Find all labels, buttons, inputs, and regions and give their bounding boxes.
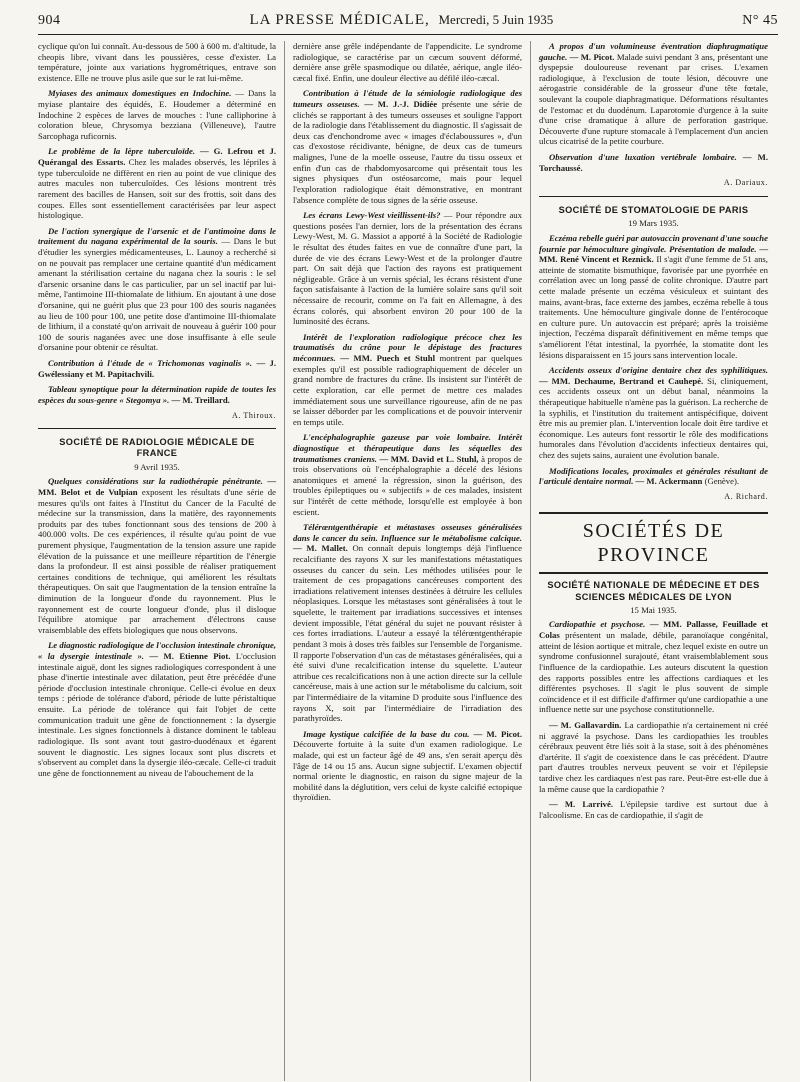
article-title: Le problème de la lèpre tuberculoïde. [48, 146, 196, 157]
article-title: A propos d'un volumineuse éventration diaphragmatique gauche. [539, 41, 768, 62]
article-body: (Genève). [702, 476, 740, 487]
issue-number: N° 45 [742, 13, 778, 28]
article [293, 729, 522, 803]
article [539, 41, 768, 147]
session-date: 19 Mars 1935. [628, 218, 679, 229]
article-authors: — M. Larrivé. [549, 799, 614, 810]
intro-text: dernière anse grêle indépendante de l'appendicite. Le syndrome radiologique, se caractérise par un cæcum souvent déformé, dernière anse grêle spasmodique ou dilatée, aérique, angle iléo-cæcal fixé. Enfin, une douleur élective au défilé iléo-cæcal. [293, 41, 522, 83]
article-body: On connaît depuis longtemps déjà l'influence recalcifiante des rayons X sur les manifestations métastatiques osseuses du cancer du sein. Les méthodes utilisées pour le traitement de ces propagations cancéreuses comportent des irradiations relativement intenses destinées à détruire les cellules néoplasiques. Lorsque les métastases sont généralisées à tout le squelette, le traitement par irradiations successives et intenses devient impossible, l'état général du sujet ne pouvant résister à ces fortes irradiations. L'auteur a essayé la télérœntgenthérapie pendant 3 mois à doses très faibles sur l'ensemble de l'organisme. Il rapporte l'observation d'un cas de métastases généralisées, qui a été suivi d'une recalcification intense du squelette. L'auteur attribue ces recalcifications non à une action directe sur la cellule cancéreuse, mais à une action sur le métabolisme du calcium, soit par l'intermédiaire de la vitamine D produite sous l'influence des rayons X, soit par l'intermédiaire de l'irradiation des parathyroïdes. [293, 543, 522, 724]
article [293, 332, 522, 427]
intro-text: cyclique qu'on lui connaît. Au-dessous de 500 à 600 m. d'altitude, la cheopis libre, vivant dans les poussières, cesse d'exister. La température, jointe aux variations hygrométriques, entrave son existence. Elle ne trouve plus asile que sur le rat lui-même. [38, 41, 276, 83]
article-title: Télérœntgenthérapie et métastases osseuses généralisées dans le cancer du sein. Influence sur le métabolisme calcique. [293, 522, 522, 543]
article-title: De l'action synergique de l'arsenic et de l'antimoine dans le traitement du nagana expérimental de la souris. [38, 225, 276, 247]
article-body: Découverte fortuite à la suite d'un examen radiologique. Le malade, qui est un facteur âgé de 49 ans, s'en serait aperçu dès l'âge de 14 ou 15 ans. Aucun signe subjectif. L'examen objectif normal oriente le diagnostic, en raison du signe majeur de la mobilité dans la déglutition, vers celui de kyste calcifié ectopique thyroïdien. [293, 739, 522, 803]
article [539, 365, 768, 460]
article-authors: — G. Lefrou et J. Quérangal des Essarts. [38, 146, 276, 168]
article-title: Accidents osseux d'origine dentaire chez des syphilitiques. [549, 365, 768, 376]
article-authors: — M. J.-J. Didiée [359, 99, 438, 110]
article-authors: — M. Ackermann [633, 476, 703, 487]
signature: A. Dariaux. [723, 178, 768, 188]
society-heading: SOCIÉTÉ DE STOMATOLOGIE DE PARIS [558, 205, 749, 216]
article-title: L'encéphalographie gazeuse par voie lombaire. Intérêt diagnostique et thérapeutique dans les séquelles des traumatismes craniens. [293, 432, 522, 464]
page-number: 904 [38, 13, 61, 28]
article-title: Observation d'une luxation vertébrale lombaire. [549, 152, 737, 163]
article-authors: — MM. Puech et Stuhl [335, 353, 435, 364]
article-authors: — MM. David et L. Stuhl, [376, 453, 479, 464]
article-title: Intérêt de l'exploration radiologique précoce chez les traumatisés du crâne pour le dépistage des fractures méconnues. [293, 331, 522, 364]
article-authors: — M. Gallavardin. [549, 719, 622, 730]
signature: A. Richard. [724, 491, 768, 501]
article [293, 88, 522, 205]
column-1 [38, 41, 284, 1081]
signature: A. Thiroux. [231, 410, 276, 420]
session-date: 15 Mai 1935. [630, 604, 677, 615]
article-body: — Dans le but d'étudier les synergies médicamenteuses, L. Launoy a recherché si on ne pouvait pas remplacer une certaine quantité d'un médicament amenant la stérilisation certaine du nagana chez la souris : le sel d'arsenic orsanine dans le cas particulier, par un sel inactif par lui-même, l'antimoine III-thiomalate de lithium. En ajoutant à une dose d'orsanine, qui ne guérit plus que 23 pour 100 des souris naganées au lieu de 100 pour 100, une petite dose d'antimoine III-thiomalate de lithium, il a constaté qu'on arrivait de nouveau à guérir 100 pour 100 de souris naganées avec une dose insuffisante à elle seule d'orsanine pour obtenir ce résultat. [38, 236, 276, 353]
article-title: Quelques considérations sur la radiothérapie pénétrante. [48, 476, 263, 487]
article [539, 152, 768, 173]
article-authors: — M. Mallet. [293, 543, 348, 554]
article-authors: — M. Picot. [567, 51, 615, 62]
article-authors: — M. Treillard. [169, 394, 230, 405]
journal-name: LA PRESSE MÉDICALE, [249, 12, 430, 28]
session-date: 9 Avril 1935. [134, 461, 180, 472]
column-2 [284, 41, 530, 1081]
discussion [539, 720, 768, 794]
journal-title [249, 12, 553, 29]
discussion [539, 799, 768, 820]
running-head [38, 12, 778, 35]
article [38, 640, 276, 778]
article-body: L'épilepsie tardive est surtout due à l'alcoolisme. En cas de cardiopathie, il s'agit de [539, 799, 768, 820]
article-title: Cardiopathie et psychose. [549, 619, 646, 630]
article [539, 466, 768, 487]
article-body: Malade suivi pendant 3 ans, présentant une dyspepsie douloureuse revenant par crises. L'examen radiologique, à l'exclusion de toute lésion, découvre une aérogastrie considérable de la grosseur d'une tête fœtale, soulevant la coupole diaphragmatique. Déformations résultantes de l'estomac et du duodénum. Laparotomie d'urgence à la suite d'une crise dramatique à allure de perforation gastrique. Découverte d'une rupture stomacale à l'emplacement d'un ancien ulcus cicatrisé de la petite courbure. [539, 51, 768, 147]
article-body: exposent les résultats d'une série de mesures qu'ils ont faites à l'Institut du Cancer de la Faculté de médecine sur la transmission, dans la matière, des rayonnements produits par des tubes fonctionnant sous des tensions de 200 à 400.000 volts. De ces expériences, il résulte qu'au point de vue purement physique, l'augmentation de la tension assure une rapide élévation de la puissance et une meilleure répartition de l'énergie dans la profondeur. Il est ainsi possible de réaliser pratiquement certaines conditions de technique, qui améliorent les résultats thérapeutiques. On sait que l'augmentation de la tension entraîne la diminution de la longueur d'onde du rayonnement. Plus le rayonnement est de courte longueur d'onde, plus il disloque l'équilibre atomique par arrachement d'électrons cause vraisemblable des effets biologiques que nous observons. [38, 486, 276, 635]
article [293, 522, 522, 724]
article [38, 226, 276, 353]
article-authors: — MM. Belot et de Vulpian [38, 476, 277, 497]
issue-date: Mercredi, 5 Juin 1935 [438, 12, 554, 27]
article [38, 358, 276, 379]
article-authors: — MM. René Vincent et Reznick. [539, 243, 769, 265]
article-title: Les écrans Lewy-West vieillissent-ils? [303, 210, 441, 221]
article-body: Chez les malades observés, les lépriles à type tuberculoïde ne diffèrent en rien au point de vue clinique des autres macules non tuberculoïdes. Ces lésions montrent très rarement des bacilles de Hansen, soit sur des frottis, soit dans des coupes. Elles sont essentiellement caractérisées par leur aspect histologique. [38, 157, 276, 221]
article-title: Image kystique calcifiée de la base du cou. [303, 728, 470, 739]
article-title: Contribution à l'étude de la sémiologie radiologique des tumeurs osseuses. [293, 88, 522, 110]
society-heading: SOCIÉTÉ DE RADIOLOGIE MÉDICALE DE FRANCE [59, 437, 255, 459]
article [293, 432, 522, 517]
article-title: Modifications locales, proximales et générales résultant de l'articulé dentaire normal. [539, 465, 768, 487]
article-body: Il s'agit d'une femme de 51 ans, atteinte de stomatite bismuthique, favorisée par une pyorrhée en corrélation avec un long passé de colite chronique. D'autre part cette malade présente un eczéma vésiculeux et suintant des mains, avant-bras, face externe des jambes, eczéma rebelle à tous traitements. Une hémoculture gingivale donne de l'entérocoque en culture pure. Un autovaccin est préparé; après la troisième injection, l'eczéma disparaît définitivement en même temps que s'améliorent l'état intestinal, la pyorrhée, la stomatite dont les lésions disparaissent en 15 jours sans intervention locale. [539, 254, 768, 360]
article [539, 233, 768, 360]
article-title: Le diagnostic radiologique de l'occlusion intestinale chronique, « la dysergie intestinale ». [38, 640, 276, 662]
column-3 [530, 41, 776, 1081]
article-body: L'occlusion intestinale aiguë, dont les signes radiologiques correspondent à une phase d'inertie intestinale avec dilatation, peut être précédée d'une période d'occlusion intestinale chronique. Celle-ci évolue en deux temps : période de tolérance d'abord, période de lutte péristaltique ensuite. La période de tolérance qui fait l'objet de cette communication traduit une gêne de fonctionnement : la dysergie intestinale. Les signes fonctionnels à distance dominent le tableau radiologique. Ils sont avant tout gastro-duodénaux et égarent souvent le diagnostic. Les signes locaux sont plus discrets et s'observent au complet dans la dysergie iléo-cæcale. Celle-ci traduit une gêne de fonctionnement au niveau de l'abouchement de la [38, 651, 276, 778]
article-authors: — J. Gwélessiany et M. Papitachvili. [38, 358, 276, 379]
article [38, 88, 276, 141]
article [38, 384, 276, 405]
article-body: — Pour répondre aux questions posées l'an dernier, lors de la présentation des écrans Lewy-West, M. G. Massiot a apporté à la Société de Radiologie le résultat des études faites en vue de connaître d'une part, la durée de vie des écrans Lewy-West et de la prolonger d'autre part. On sait déjà que l'action des rayons est pratiquement négligeable. Grâce à un vernis spécial, les écrans résistent d'une façon satisfaisante à l'action de la lumière solaire sans qu'il soit nécessaire de recourir, comme on l'a fait en Allemagne, à des écrans colorés, qui absorbent environ 20 pour 100 de la luminosité des écrans. [293, 210, 522, 327]
article [38, 146, 276, 220]
article-authors: — M. Torchaussé. [539, 152, 768, 173]
article-body: à propos de trois observations où l'encéphalographie a décelé des lésions anatomiques et amené la régression, sinon la guérison, des troubles épileptiques ou « subjectifs » de ces malades, insistent sur l'intérêt de cette méthode, lorsqu'elle est employée à bon escient. [293, 453, 522, 517]
article-title: Eczéma rebelle guéri par autovaccin provenant d'une souche fournie par hémoculture gingivale. Présentation de malade. [539, 232, 768, 254]
article-body: La cardiopathie n'a certainement ni créé ni aggravé la psychose. Dans les cardiopathies les troubles cérébraux peuvent être liés soit à la stase, soit à des phénomènes d'artérite. Il s'agit de coexistence dans le cas précédent. D'autre part d'autres troubles nerveux peuvent se voir et l'épilepsie tardive chez les cardiaques n'est pas rare. Peut-être est-elle due à la même cause que la cardiopathie ? [539, 719, 768, 794]
section-divider [539, 196, 768, 197]
article-body: présentent un malade, débile, paranoïaque congénital, atteint de lésion aortique et mitrale, chez lequel existe en outre un syndrome confusionnel surajouté, étant vraisemblablement sous l'influence de la cardiopathie. Les auteurs discutent la question des rapports possibles entre les affections cardiaques et les différentes psychoses. Il s'agit le plus souvent de simple coïncidence et il est difficile d'affirmer qu'une cardiopathie a une influence nette sur une psychose constitutionnelle. [539, 630, 768, 715]
article-title: Tableau synoptique pour la détermination rapide de toutes les espèces du sous-genre « Stegomya ». [38, 384, 276, 405]
article [293, 210, 522, 327]
article [38, 476, 276, 635]
article-title: Contribution à l'étude de « Trichomonas vaginalis ». [48, 358, 253, 369]
article-authors: — M. Etienne Piot. [143, 651, 231, 662]
article-body: montrent par quelques exemples qu'il est possible radiographiquement de déceler un grand nombre de fractures du crâne. Ils insistent sur l'intérêt de cette exploration, car elle permet de mettre ces malades immédiatement sous une surveillance rigoureuse, afin de ne pas se laisser déborder par les complications et de pouvoir intervenir en temps utile. [293, 353, 522, 427]
article-title: Myiases des animaux domestiques en Indochine. [48, 88, 232, 99]
society-heading: SOCIÉTÉ NATIONALE DE MÉDECINE ET DES SCIENCES MÉDICALES DE LYON [547, 580, 760, 602]
article-body: — Dans la myiase plantaire des équidés, E. Houdemer a déterminé en Indochine 2 espèces de larves de mouches : l'une calliphorine à coloration bleue, Chrysomya bezziana (Villeneuve), l'autre Sarcophaga ruficornis. [38, 88, 277, 141]
article [539, 619, 768, 714]
article-body: présente une série de clichés se rapportant à des tumeurs osseuses et souligne l'apport de la radiologie dans l'établissement du diagnostic. Il s'agissait de deux cas d'enchondrome avec « images d'éclaboussures », d'un cas d'exostose récidivante, bénigne, de deux cas de tumeurs malignes, l'une de la moelle osseuse, l'autre du tissu osseux et enfin d'un cas de rhabdomyosarcome qui présentait tous les signes physiques d'un ostéosarcome, mais pour lequel l'exploration radiologique était démonstrative, en montrant l'absence complète de tous signes de la série osseuse. [293, 99, 522, 205]
article-authors: — MM. Dechaume, Bertrand et Cauhepé. [539, 375, 704, 386]
columns [38, 41, 778, 1081]
article-authors: — MM. Pallasse, Feuillade et Colas [539, 619, 768, 641]
article-authors: — M. Picot. [469, 728, 522, 739]
section-divider [38, 428, 276, 429]
article-body: Si, cliniquement, ces accidents osseux ont un début banal, néanmoins la thérapeutique habituelle n'amène pas la guérison. La recherche de la syphilis, et l'institution du traitement antispécifique, doivent être mis au premier plan. L'intervention locale doit être tardive et économique. Les auteurs font ressortir le rôle des modifications humorales dans l'évolution d'accidents infectieux dentaires qui, chez des sujets sains, auraient une évolution banale. [539, 375, 768, 461]
province-heading: SOCIÉTÉS DE PROVINCE [539, 512, 768, 575]
